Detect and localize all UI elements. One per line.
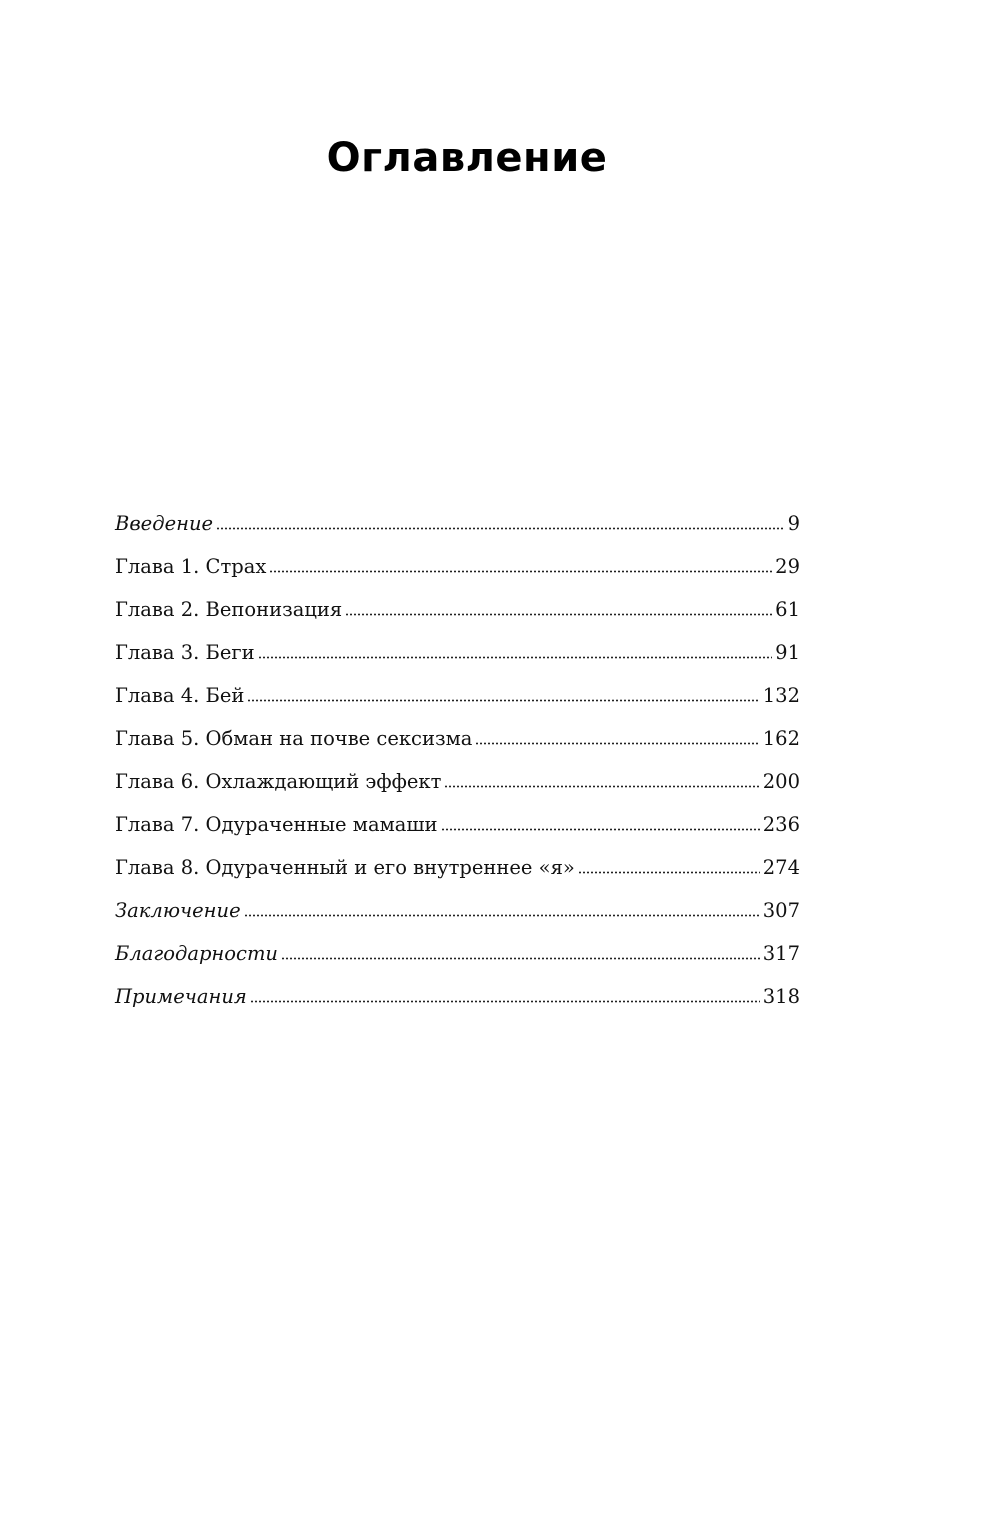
toc-entry-page: 318	[762, 985, 800, 1008]
toc-entry-page: 274	[762, 856, 800, 879]
toc-entry-label: Глава 1. Страх	[115, 555, 267, 578]
toc-entry-label: Глава 5. Обман на почве сексизма	[115, 727, 473, 750]
toc-entry-page: 317	[762, 942, 800, 965]
toc-entry-page: 162	[762, 727, 800, 750]
toc-entry-page: 200	[762, 770, 800, 793]
toc-entry-label: Глава 7. Одураченные мамаши	[115, 813, 438, 836]
toc-entry-page: 9	[787, 512, 800, 535]
toc-entry-chapter-3[interactable]	[115, 637, 800, 680]
toc-entry-page: 307	[762, 899, 800, 922]
toc-entry-label: Глава 8. Одураченный и его внутреннее «я»	[115, 856, 575, 879]
toc-entry-label: Глава 2. Вепонизация	[115, 598, 343, 621]
toc-entry-chapter-6[interactable]	[115, 766, 800, 809]
toc-entry-page: 61	[775, 598, 800, 621]
toc-entry-conclusion[interactable]	[115, 895, 800, 938]
dot-leader	[247, 699, 759, 702]
toc-entry-page: 132	[762, 684, 800, 707]
toc-entry-chapter-8[interactable]	[115, 852, 800, 895]
dot-leader	[216, 527, 785, 530]
toc-entry-introduction[interactable]	[115, 508, 800, 551]
toc-entry-chapter-7[interactable]	[115, 809, 800, 852]
toc-entry-label: Заключение	[115, 899, 241, 922]
toc-entry-label: Введение	[115, 512, 214, 535]
toc-entry-chapter-4[interactable]	[115, 680, 800, 723]
dot-leader	[269, 570, 772, 573]
dot-leader	[578, 871, 760, 874]
toc-entry-page: 29	[775, 555, 800, 578]
dot-leader	[281, 957, 760, 960]
dot-leader	[250, 1000, 760, 1003]
dot-leader	[441, 828, 760, 831]
toc-entry-acknowledgements[interactable]	[115, 938, 800, 981]
toc-entry-label: Глава 6. Охлаждающий эффект	[115, 770, 442, 793]
dot-leader	[345, 613, 772, 616]
toc-entry-label: Благодарности	[115, 942, 278, 965]
table-of-contents	[115, 508, 800, 1024]
toc-entry-page: 91	[775, 641, 800, 664]
toc-entry-chapter-1[interactable]	[115, 551, 800, 594]
toc-entry-label: Примечания	[115, 985, 247, 1008]
dot-leader	[475, 742, 759, 745]
toc-entry-label: Глава 3. Беги	[115, 641, 255, 664]
toc-entry-label: Глава 4. Бей	[115, 684, 245, 707]
toc-entry-notes[interactable]	[115, 981, 800, 1024]
dot-leader	[244, 914, 760, 917]
toc-entry-chapter-5[interactable]	[115, 723, 800, 766]
page-title: Оглавление	[326, 135, 608, 181]
toc-entry-chapter-2[interactable]	[115, 594, 800, 637]
toc-entry-page: 236	[762, 813, 800, 836]
dot-leader	[444, 785, 759, 788]
dot-leader	[258, 656, 773, 659]
